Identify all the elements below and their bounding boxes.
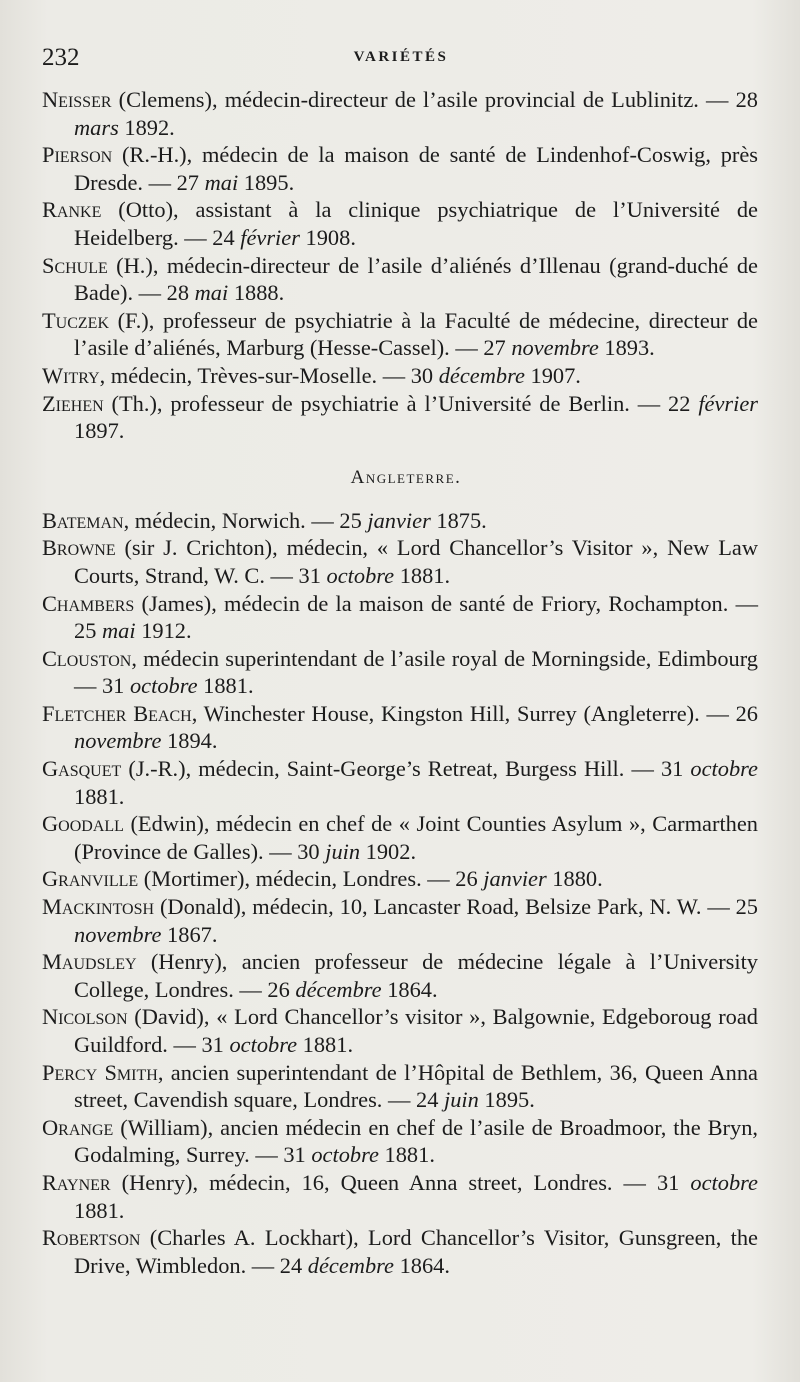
list-entry <box>42 700 758 755</box>
list-entry <box>42 645 758 700</box>
list-entry <box>42 534 758 589</box>
entry-date: octobre <box>129 673 198 699</box>
entry-list-germany <box>42 86 758 445</box>
list-entry <box>42 390 758 445</box>
entry-text: (Mortimer), médecin, Londres. — 26 <box>138 866 484 892</box>
entry-name: Schule <box>42 252 108 278</box>
entry-year: 1897. <box>74 418 125 444</box>
entry-name: Browne <box>42 535 116 561</box>
list-entry <box>42 507 758 535</box>
entry-text: (Edwin), médecin en chef de « Joint Counties Asylum », Carmarthen (Province de Galles). — 30 <box>74 811 758 864</box>
entry-date: juin <box>443 1087 479 1113</box>
entry-date: octobre <box>690 1169 758 1195</box>
entry-text: , ancien superintendant de l’Hôpital de Bethlem, 36, Queen Anna street, Cavendish square, Londres. — 24 <box>74 1059 758 1113</box>
list-entry <box>42 865 758 893</box>
entry-date: décembre <box>295 976 382 1002</box>
entry-date: février <box>240 224 300 250</box>
list-entry <box>42 196 758 251</box>
entry-date: novembre <box>511 335 599 361</box>
entry-year: 1880. <box>546 866 603 892</box>
entry-date: février <box>698 390 758 416</box>
entry-text: (Th.), professeur de psychiatrie à l’Université de Berlin. — 22 <box>103 390 699 416</box>
entry-year: 1902. <box>360 838 417 864</box>
list-entry <box>42 307 758 362</box>
entry-year: 1867. <box>161 921 218 947</box>
entry-year: 1907. <box>524 362 581 388</box>
entry-text: (David), « Lord Chancellor’s visitor », Balgownie, Edgeboroug road Guildford. — 31 <box>74 1004 758 1057</box>
entry-name: Robertson <box>42 1225 141 1251</box>
entry-date: octobre <box>311 1142 379 1168</box>
entry-name: Ranke <box>42 197 102 223</box>
list-entry <box>42 590 758 645</box>
list-entry <box>42 1169 758 1224</box>
entry-year: 1875. <box>430 507 487 533</box>
entry-year: 1864. <box>393 1252 450 1278</box>
list-entry <box>42 948 758 1003</box>
entry-text: (Charles A. Lockhart), Lord Chancellor’s Visitor, Gunsgreen, the Drive, Wimbledon. — 24 <box>74 1225 758 1278</box>
entry-text: , médecin, Norwich. — 25 <box>123 507 368 533</box>
entry-year: 1893. <box>598 335 655 361</box>
list-entry <box>42 1003 758 1058</box>
entry-year: 1881. <box>197 673 254 699</box>
list-entry <box>42 810 758 865</box>
entry-text: (F.), professeur de psychiatrie à la Faculté de médecine, directeur de l’asile d’aliénés, Marburg (Hesse-Cassel). — 27 <box>74 307 758 361</box>
entry-date: mai <box>102 618 136 644</box>
entry-date: octobre <box>326 562 395 588</box>
entry-year: 1881. <box>394 562 451 588</box>
entry-list-england <box>42 507 758 1280</box>
entry-year: 1881. <box>297 1032 354 1057</box>
entry-date: juin <box>325 838 361 864</box>
entry-name: Mackintosh <box>42 894 155 920</box>
entry-date: novembre <box>74 921 162 947</box>
entry-date: octobre <box>229 1032 298 1057</box>
entry-date: octobre <box>690 756 758 782</box>
entry-name: Ziehen <box>42 390 104 416</box>
entry-text: (H.), médecin-directeur de l’asile d’aliénés d’Illenau (grand-duché de Bade). — 28 <box>74 252 758 306</box>
entry-year: 1894. <box>161 728 218 754</box>
list-entry <box>42 362 758 390</box>
entry-name: Rayner <box>42 1169 111 1195</box>
entry-year: 1881. <box>74 1197 125 1223</box>
entry-text: (R.-H.), médecin de la maison de santé de Lindenhof-Coswig, près Dresde. — 27 <box>74 142 758 195</box>
list-entry <box>42 141 758 196</box>
entry-name: Maudsley <box>42 949 137 975</box>
entry-year: 1895. <box>478 1087 535 1113</box>
entry-text: (William), ancien médecin en chef de l’asile de Broadmoor, the Bryn, Godalming, Surrey. — 31 <box>74 1114 758 1168</box>
list-entry <box>42 252 758 307</box>
section-heading: Angleterre. <box>350 466 462 488</box>
entry-text: (James), médecin de la maison de santé de Friory, Rochampton. — 25 <box>74 590 758 644</box>
entry-text: (Otto), assistant à la clinique psychiatrique de l’Université de Heidelberg. — 24 <box>74 197 758 250</box>
entry-name: Nicolson <box>42 1004 128 1030</box>
entry-year: 1864. <box>381 976 438 1002</box>
entry-name: Clouston <box>42 645 132 671</box>
entry-date: novembre <box>74 728 162 754</box>
entry-date: janvier <box>367 507 431 533</box>
entry-date: mars <box>74 114 119 140</box>
entry-date: décembre <box>438 362 525 388</box>
entry-name: Witry <box>42 362 100 388</box>
entry-year: 1908. <box>299 224 356 250</box>
running-title: VARIÉTÉS <box>353 49 449 65</box>
entry-text: (Clemens), médecin-directeur de l’asile provincial de Lublinitz. — 28 <box>111 87 758 112</box>
entry-name: Pierson <box>42 142 113 168</box>
entry-year: 1888. <box>228 280 285 306</box>
entry-name: Goodall <box>42 811 124 837</box>
list-entry <box>42 755 758 810</box>
entry-text: , médecin superintendant de l’asile royal de Morningside, Edimbourg — 31 <box>74 645 758 699</box>
entry-date: mai <box>204 169 239 195</box>
entry-text: (Henry), ancien professeur de médecine légale à l’University College, Londres. — 26 <box>74 949 758 1002</box>
entry-date: décembre <box>307 1252 394 1278</box>
entry-year: 1892. <box>118 114 175 140</box>
entry-year: 1881. <box>378 1142 435 1168</box>
entry-name: Bateman <box>42 507 124 533</box>
list-entry <box>42 1114 758 1169</box>
list-entry <box>42 1059 758 1114</box>
entry-date: janvier <box>483 866 547 892</box>
page-body <box>42 86 758 1279</box>
entry-name: Granville <box>42 866 139 892</box>
entry-name: Percy Smith <box>42 1059 158 1085</box>
entry-name: Fletcher Beach <box>42 700 192 726</box>
entry-name: Chambers <box>42 590 135 616</box>
entry-text: , Winchester House, Kingston Hill, Surrey (Angleterre). — 26 <box>191 700 758 726</box>
list-entry <box>42 893 758 948</box>
list-entry <box>42 1224 758 1279</box>
entry-name: Tuczek <box>42 307 110 333</box>
entry-text: , médecin, Trèves-sur-Moselle. — 30 <box>99 362 439 388</box>
entry-year: 1881. <box>74 783 125 809</box>
list-entry <box>42 86 758 141</box>
entry-date: mai <box>194 280 229 306</box>
entry-text: (Donald), médecin, 10, Lancaster Road, Belsize Park, N. W. — 25 <box>154 894 758 920</box>
entry-year: 1912. <box>135 618 192 644</box>
entry-name: Gasquet <box>42 756 122 782</box>
entry-text: (sir J. Crichton), médecin, « Lord Chancellor’s Visitor », New Law Courts, Strand, W. C. — 31 <box>74 535 758 588</box>
page-number: 232 <box>42 44 80 71</box>
entry-name: Neisser <box>42 87 112 112</box>
page-header <box>42 44 760 74</box>
entry-text: (J.-R.), médecin, Saint-George’s Retreat, Burgess Hill. — 31 <box>121 756 691 782</box>
entry-text: (Henry), médecin, 16, Queen Anna street, Londres. — 31 <box>110 1169 691 1195</box>
entry-year: 1895. <box>238 169 295 195</box>
entry-name: Orange <box>42 1114 114 1140</box>
